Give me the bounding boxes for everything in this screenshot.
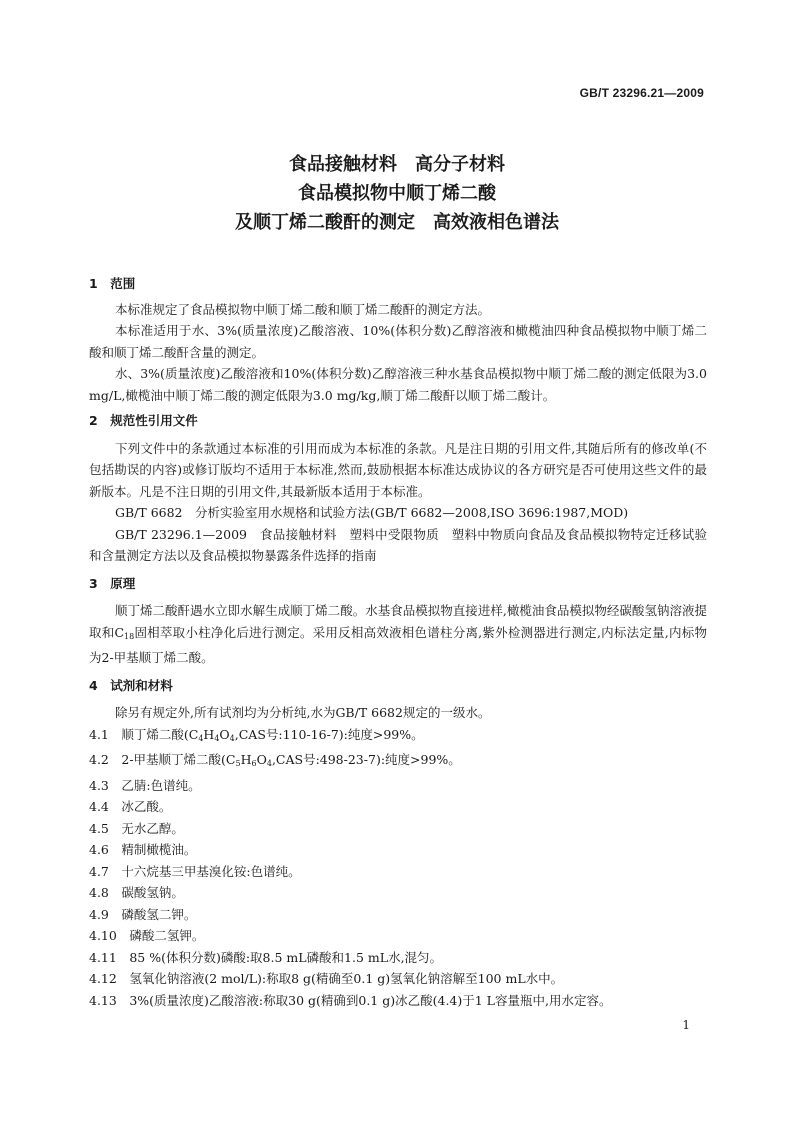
section-heading-normative-references: 2 规范性引用文件	[89, 413, 198, 428]
reagent-item-4-9: 4.9 磷酸氢二钾。	[89, 906, 197, 922]
item-subscript: 4	[198, 733, 204, 743]
reagent-item-4-7: 4.7 十六烷基三甲基溴化铵:色谱纯。	[89, 863, 301, 879]
item-text: 4.1 顺丁烯二酸(C	[89, 726, 199, 742]
reagent-item-4-3: 4.3 乙腈:色谱纯。	[89, 777, 201, 793]
reagent-item-4-6: 4.6 精制橄榄油。	[89, 842, 197, 857]
reagent-item-4-11: 4.11 85 %(体积分数)磷酸:取8.5 mL磷酸和1.5 mL水,混匀。	[89, 949, 443, 965]
item-text: ,CAS号:110-16-7):纯度>99%。	[234, 726, 424, 742]
document-title	[0, 150, 794, 237]
item-text: 4.2 2-甲基顺丁烯二酸(C	[89, 752, 236, 767]
reference-gbt-23296-1: GB/T 23296.1—2009 食品接触材料 塑料中受限物质 塑料中物质向食品及食品模拟物特定迁移试验和含量测定方法以及食品模拟物暴露条件选择的指南	[89, 526, 707, 563]
item-text: H	[240, 752, 252, 767]
item-text: H	[203, 726, 215, 742]
reagent-item-4-4: 4.4 冰乙酸。	[89, 799, 172, 814]
section-heading-reagents: 4 试剂和材料	[89, 677, 173, 693]
page-number: 1	[682, 1018, 690, 1032]
item-text: ,CAS号:498-23-7):纯度>99%。	[271, 752, 461, 767]
reagent-item-4-8: 4.8 碳酸氢钠。	[89, 885, 184, 900]
item-subscript: 4	[214, 733, 220, 743]
item-subscript: 5	[235, 759, 241, 768]
reagent-item-4-2	[89, 749, 707, 775]
reference-gbt-6682: GB/T 6682 分析实验室用水规格和试验方法(GB/T 6682—2008,ISO 3696:1987,MOD)	[115, 505, 629, 520]
scope-paragraph-1: 本标准规定了食品模拟物中顺丁烯二酸和顺丁烯二酸酐的测定方法。	[115, 301, 491, 317]
title-line-1: 食品接触材料 高分子材料	[289, 154, 505, 175]
title-line-3: 及顺丁烯二酸酐的测定 高效液相色谱法	[235, 212, 559, 233]
item-subscript: 4	[266, 759, 272, 768]
reagent-item-4-10: 4.10 磷酸二氢钾。	[89, 928, 205, 943]
reagent-item-4-12: 4.12 氢氧化钠溶液(2 mol/L):称取8 g(精确至0.1 g)氢氧化钠溶解至100 mL水中。	[89, 971, 564, 986]
item-text: O	[219, 726, 230, 742]
document-body	[89, 273, 707, 1011]
item-subscript: 4	[229, 733, 235, 743]
principle-paragraph	[89, 600, 707, 669]
standard-code: GB/T 23296.21—2009	[579, 86, 704, 100]
title-line-2: 食品模拟物中顺丁烯二酸	[298, 183, 496, 204]
item-text: O	[256, 752, 267, 767]
references-paragraph-1: 下列文件中的条款通过本标准的引用而成为本标准的条款。凡是注日期的引用文件,其随后所有的修改单(不包括勘误的内容)或修订版均不适用于本标准,然而,鼓励根据本标准达成协议的各方研究是否可使用这些文件的最新版本。凡是不注日期的引用文件,其最新版本适用于本标准。	[89, 440, 707, 499]
scope-paragraph-3: 水、3%(质量浓度)乙酸溶液和10%(体积分数)乙醇溶液三种水基食品模拟物中顺丁烯二酸的测定低限为3.0 mg/L,橄榄油中顺丁烯二酸的测定低限为3.0 mg/kg,顺丁烯二酸酐以顺丁烯二酸计。	[89, 366, 707, 403]
scope-paragraph-2: 本标准适用于水、3%(质量浓度)乙酸溶液、10%(体积分数)乙醇溶液和橄榄油四种食品模拟物中顺丁烯二酸和顺丁烯二酸酐含量的测定。	[89, 323, 707, 360]
reagent-item-4-1	[89, 724, 707, 750]
section-heading-scope: 1 范围	[89, 276, 136, 291]
principle-text-a: 顺丁烯二酸酐遇水立即水解生成顺丁烯二酸。水基食品模拟物直接进样,橄榄油食品模拟物经碳酸氢钠溶液提取和C	[89, 603, 707, 640]
principle-text-b: 固相萃取小柱净化后进行测定。采用反相高效液相色谱柱分离,紫外检测器进行测定,内标法定量,内标物为2-甲基顺丁烯二酸。	[89, 624, 707, 665]
reagents-intro: 除另有规定外,所有试剂均为分析纯,水为GB/T 6682规定的一级水。	[115, 705, 491, 720]
reagent-item-4-13: 4.13 3%(质量浓度)乙酸溶液:称取30 g(精确到0.1 g)冰乙酸(4.4)于1 L容量瓶中,用水定容。	[89, 992, 612, 1008]
item-subscript: 6	[251, 759, 257, 768]
section-heading-principle: 3 原理	[89, 575, 136, 591]
principle-subscript: 18	[124, 631, 135, 641]
reagent-item-4-5: 4.5 无水乙醇。	[89, 820, 184, 836]
